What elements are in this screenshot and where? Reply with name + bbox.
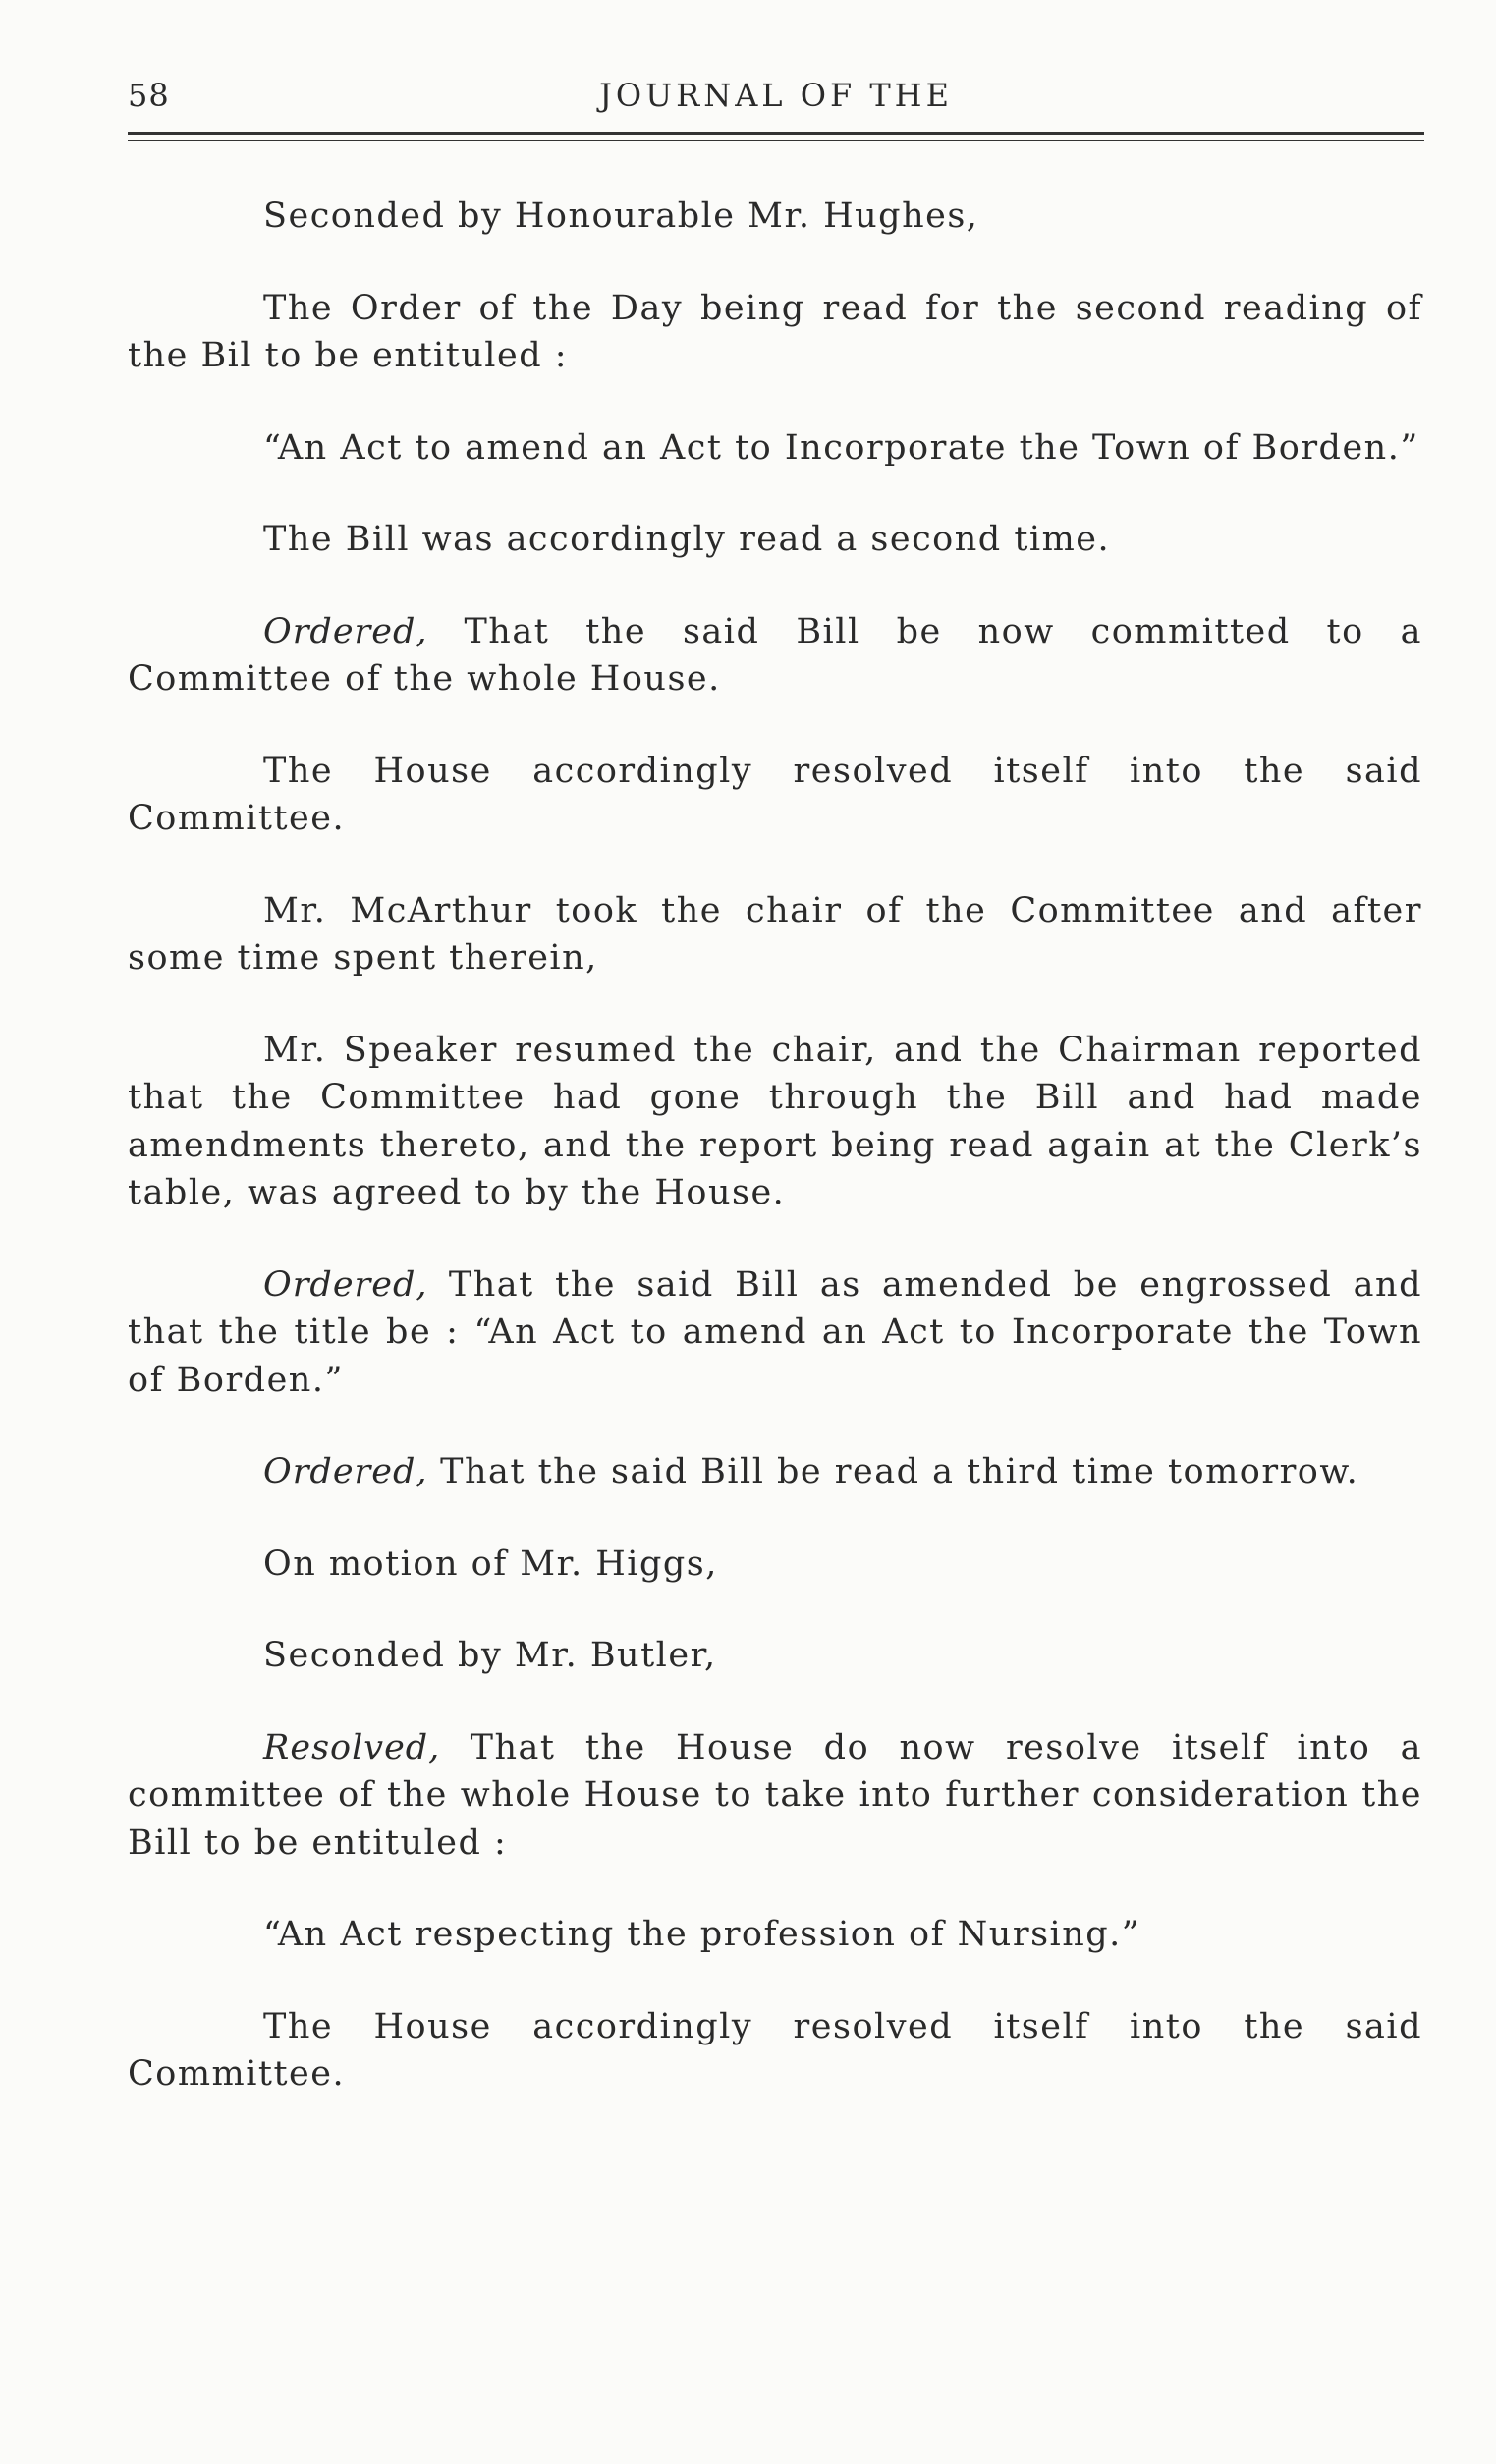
paragraph-text: The House accordingly resolved itself into the said Committee.	[128, 751, 1422, 838]
paragraph-motion-higgs	[128, 1540, 1422, 1589]
paragraph-text: The House accordingly resolved itself into the said Committee.	[128, 2006, 1422, 2094]
paragraph-text: Seconded by Mr. Butler,	[263, 1636, 717, 1675]
paragraph-house-resolved-final	[128, 2003, 1422, 2099]
paragraph-text: That the House do now resolve itself into a committee of the whole House to take into further consideration the Bill to be entituled :	[128, 1727, 1422, 1863]
paragraph-seconded-butler	[128, 1632, 1422, 1680]
paragraph-seconded-hughes	[128, 193, 1422, 241]
paragraph-text: That the said Bill as amended be engrossed and that the title be : “An Act to amend an Act to Incorporate the Town of Borden.”	[128, 1264, 1422, 1400]
paragraph-text: The Order of the Day being read for the second reading of the Bil to be entituled :	[128, 288, 1422, 375]
paragraph-second-reading	[128, 516, 1422, 564]
paragraph-house-resolved	[128, 748, 1422, 843]
paragraph-text: The Bill was accordingly read a second time.	[263, 520, 1111, 559]
paragraph-speaker-resumed	[128, 1027, 1422, 1217]
paragraph-lead-word: Ordered,	[263, 1452, 428, 1491]
paragraph-bill-title-nursing	[128, 1911, 1422, 1959]
journal-body	[128, 193, 1422, 2099]
paragraph-resolved-committee	[128, 1724, 1422, 1868]
paragraph-text: Seconded by Honourable Mr. Hughes,	[263, 196, 979, 236]
running-head	[128, 77, 1424, 126]
paragraph-text: “An Act respecting the profession of Nursing.”	[263, 1915, 1141, 1954]
page-number: 58	[128, 77, 170, 114]
running-title: JOURNAL OF THE	[599, 77, 953, 114]
paragraph-ordered-third-reading	[128, 1448, 1422, 1496]
paragraph-bill-title-borden	[128, 424, 1422, 473]
paragraph-ordered-engrossed	[128, 1261, 1422, 1405]
paragraph-lead-word: Ordered,	[263, 611, 428, 651]
paragraph-text: That the said Bill be read a third time tomorrow.	[427, 1452, 1359, 1491]
paragraph-text: Mr. McArthur took the chair of the Committee and after some time spent therein,	[128, 890, 1422, 978]
paragraph-text: On motion of Mr. Higgs,	[263, 1543, 718, 1584]
header-rule-top	[128, 132, 1424, 135]
paragraph-ordered-committed	[128, 608, 1422, 703]
paragraph-lead-word: Resolved,	[263, 1727, 441, 1767]
paragraph-text: Mr. Speaker resumed the chair, and the Chairman reported that the Committee had gone through the Bill and had made amendments thereto, and the report being read again at the Clerk’s table, was agreed to by the House.	[128, 1030, 1422, 1212]
paragraph-lead-word: Ordered,	[263, 1264, 428, 1305]
paragraph-text: That the said Bill be now committed to a Committee of the whole House.	[128, 611, 1422, 699]
paragraph-text: “An Act to amend an Act to Incorporate the Town of Borden.”	[263, 427, 1419, 468]
header-rule-bottom	[128, 140, 1424, 141]
paragraph-order-of-day	[128, 285, 1422, 380]
paragraph-mcarthur-chair	[128, 887, 1422, 982]
